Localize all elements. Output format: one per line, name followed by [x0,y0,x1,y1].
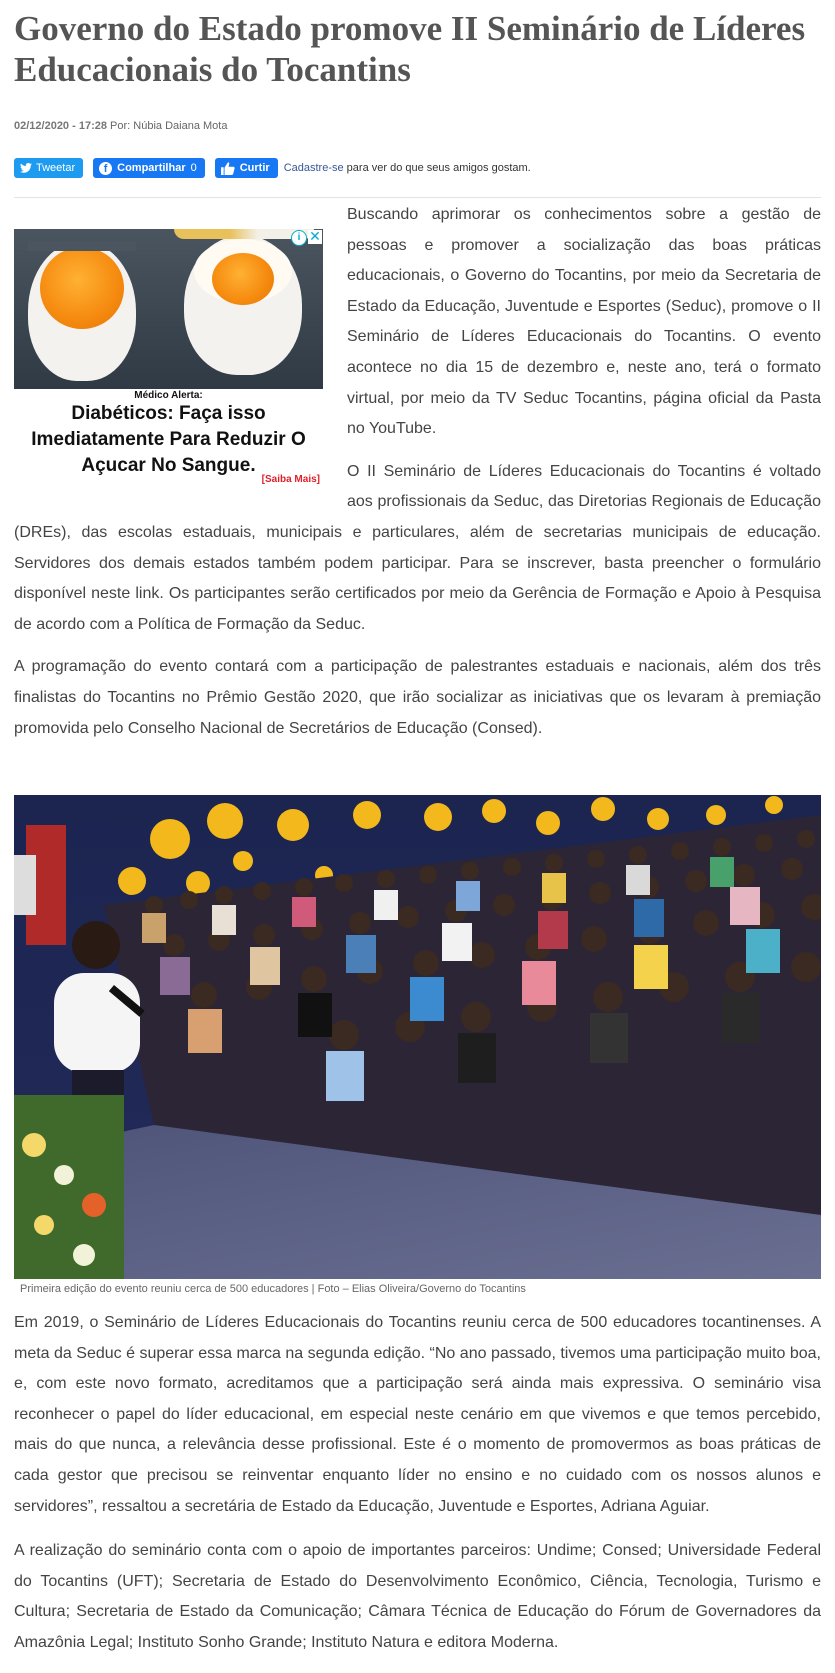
ad-banner[interactable] [14,229,323,485]
thumbs-up-icon [221,162,235,175]
paragraph-5: A realização do seminário conta com o apoio de importantes parceiros: Undime; Consed; Universidade Federal do Tocantins (UFT); Secretaria de Estado do Desenvolvimento Econômico, Ciência, Tecnologia, Turismo e Cultura; Secretaria de Estado da Comunicação; Câmara Técnica de Educação do Fórum de Governadores da Amazônia Legal; Instituto Sonho Grande; Instituto Natura e editora Moderna. [14,1542,821,1651]
signup-suffix: para ver do que seus amigos gostam. [346,162,531,174]
paragraph-2: O II Seminário de Líderes Educacionais do Tocantins é voltado aos profissionais da Seduc, das Diretorias Regionais de Educação (DREs), das escolas estaduais, municipais e particulares, além de secretarias municipais de educação. Servidores dos demais estados também podem participar. Para se inscrever, basta preencher o formulário disponível neste link. Os participantes serão certificados por meio da Gerência de Formação e Apoio à Pesquisa de acordo com a Política de Formação da Seduc. [14,462,821,633]
header-divider [14,197,821,198]
close-icon[interactable]: ✕ [309,229,321,244]
article-body-bottom [14,1308,821,1673]
photo-caption: Primeira edição do evento reuniu cerca de 500 educadores | Foto – Elias Oliveira/Governo do Tocantins [20,1283,526,1295]
share-count: 0 [190,162,197,174]
article-author: Núbia Daiana Mota [133,120,228,132]
paragraph-4: Em 2019, o Seminário de Líderes Educacionais do Tocantins reuniu cerca de 500 educadores tocantinenses. A meta da Seduc é superar essa marca na segunda edição. “No ano passado, tivemos uma participação muito boa, e, com este novo formato, acreditamos que a participação será ainda mais expressiva. O seminário visa reconhecer o papel do líder educacional, em especial neste cenário em que vivemos e que temos percebido, mais do que nunca, a relevância desse profissional. Este é o momento de promovermos as boas práticas de cada gestor que precisou se reinventar enquanto líder no ensino e no cuidado com os nossos alunos e servidores”, ressaltou a secretária de Estado da Educação, Juventude e Esportes, Adriana Aguiar. [14,1314,821,1515]
ad-cta[interactable]: [Saiba Mais] [261,474,320,485]
facebook-like-button[interactable] [215,158,278,178]
article-title: Governo do Estado promove II Seminário de Líderes Educacionais do Tocantins [14,9,806,89]
ad-small-text: Médico Alerta: [134,390,203,401]
audience-photo [14,795,821,1279]
facebook-icon: f [99,162,112,175]
info-icon[interactable]: i [291,230,307,246]
event-photo [14,795,821,1279]
tweet-button[interactable] [14,158,83,178]
ad-image [14,229,323,389]
social-bar [14,157,531,179]
tweet-label: Tweetar [36,162,76,174]
paragraph-1: Buscando aprimorar os conhecimentos sobre a gestão de pessoas e promover a socialização das boas práticas educacionais, o Governo do Tocantins, por meio da Secretaria de Estado da Educação, Juventude e Esportes (Seduc), promove o II Seminário de Líderes Educacionais do Tocantins. O evento acontece no dia 15 de dezembro e, neste ano, terá o formato virtual, por meio da TV Seduc Tocantins, página oficial da Pasta no YouTube. [347,206,821,438]
article-date: 02/12/2020 - 17:28 [14,120,107,132]
twitter-bird-icon [20,163,32,173]
by-label: Por: [110,120,131,132]
ad-headline[interactable]: Diabéticos: Faça isso Imediatamente Para Reduzir O Açucar No Sangue. [31,403,306,476]
paragraph-3: A programação do evento contará com a participação de palestrantes estaduais e nacionais, além dos três finalistas do Tocantins no Prêmio Gestão 2020, que irão socializar as iniciativas que os levaram à premiação promovida pelo Conselho Nacional de Secretários de Educação (Consed). [14,658,821,737]
signup-link[interactable]: Cadastre-se [283,162,344,174]
like-label: Curtir [239,162,270,174]
article-meta [14,120,227,132]
facebook-share-button[interactable] [93,158,205,178]
share-label: Compartilhar [117,162,186,174]
facebook-signup-text [284,162,531,174]
